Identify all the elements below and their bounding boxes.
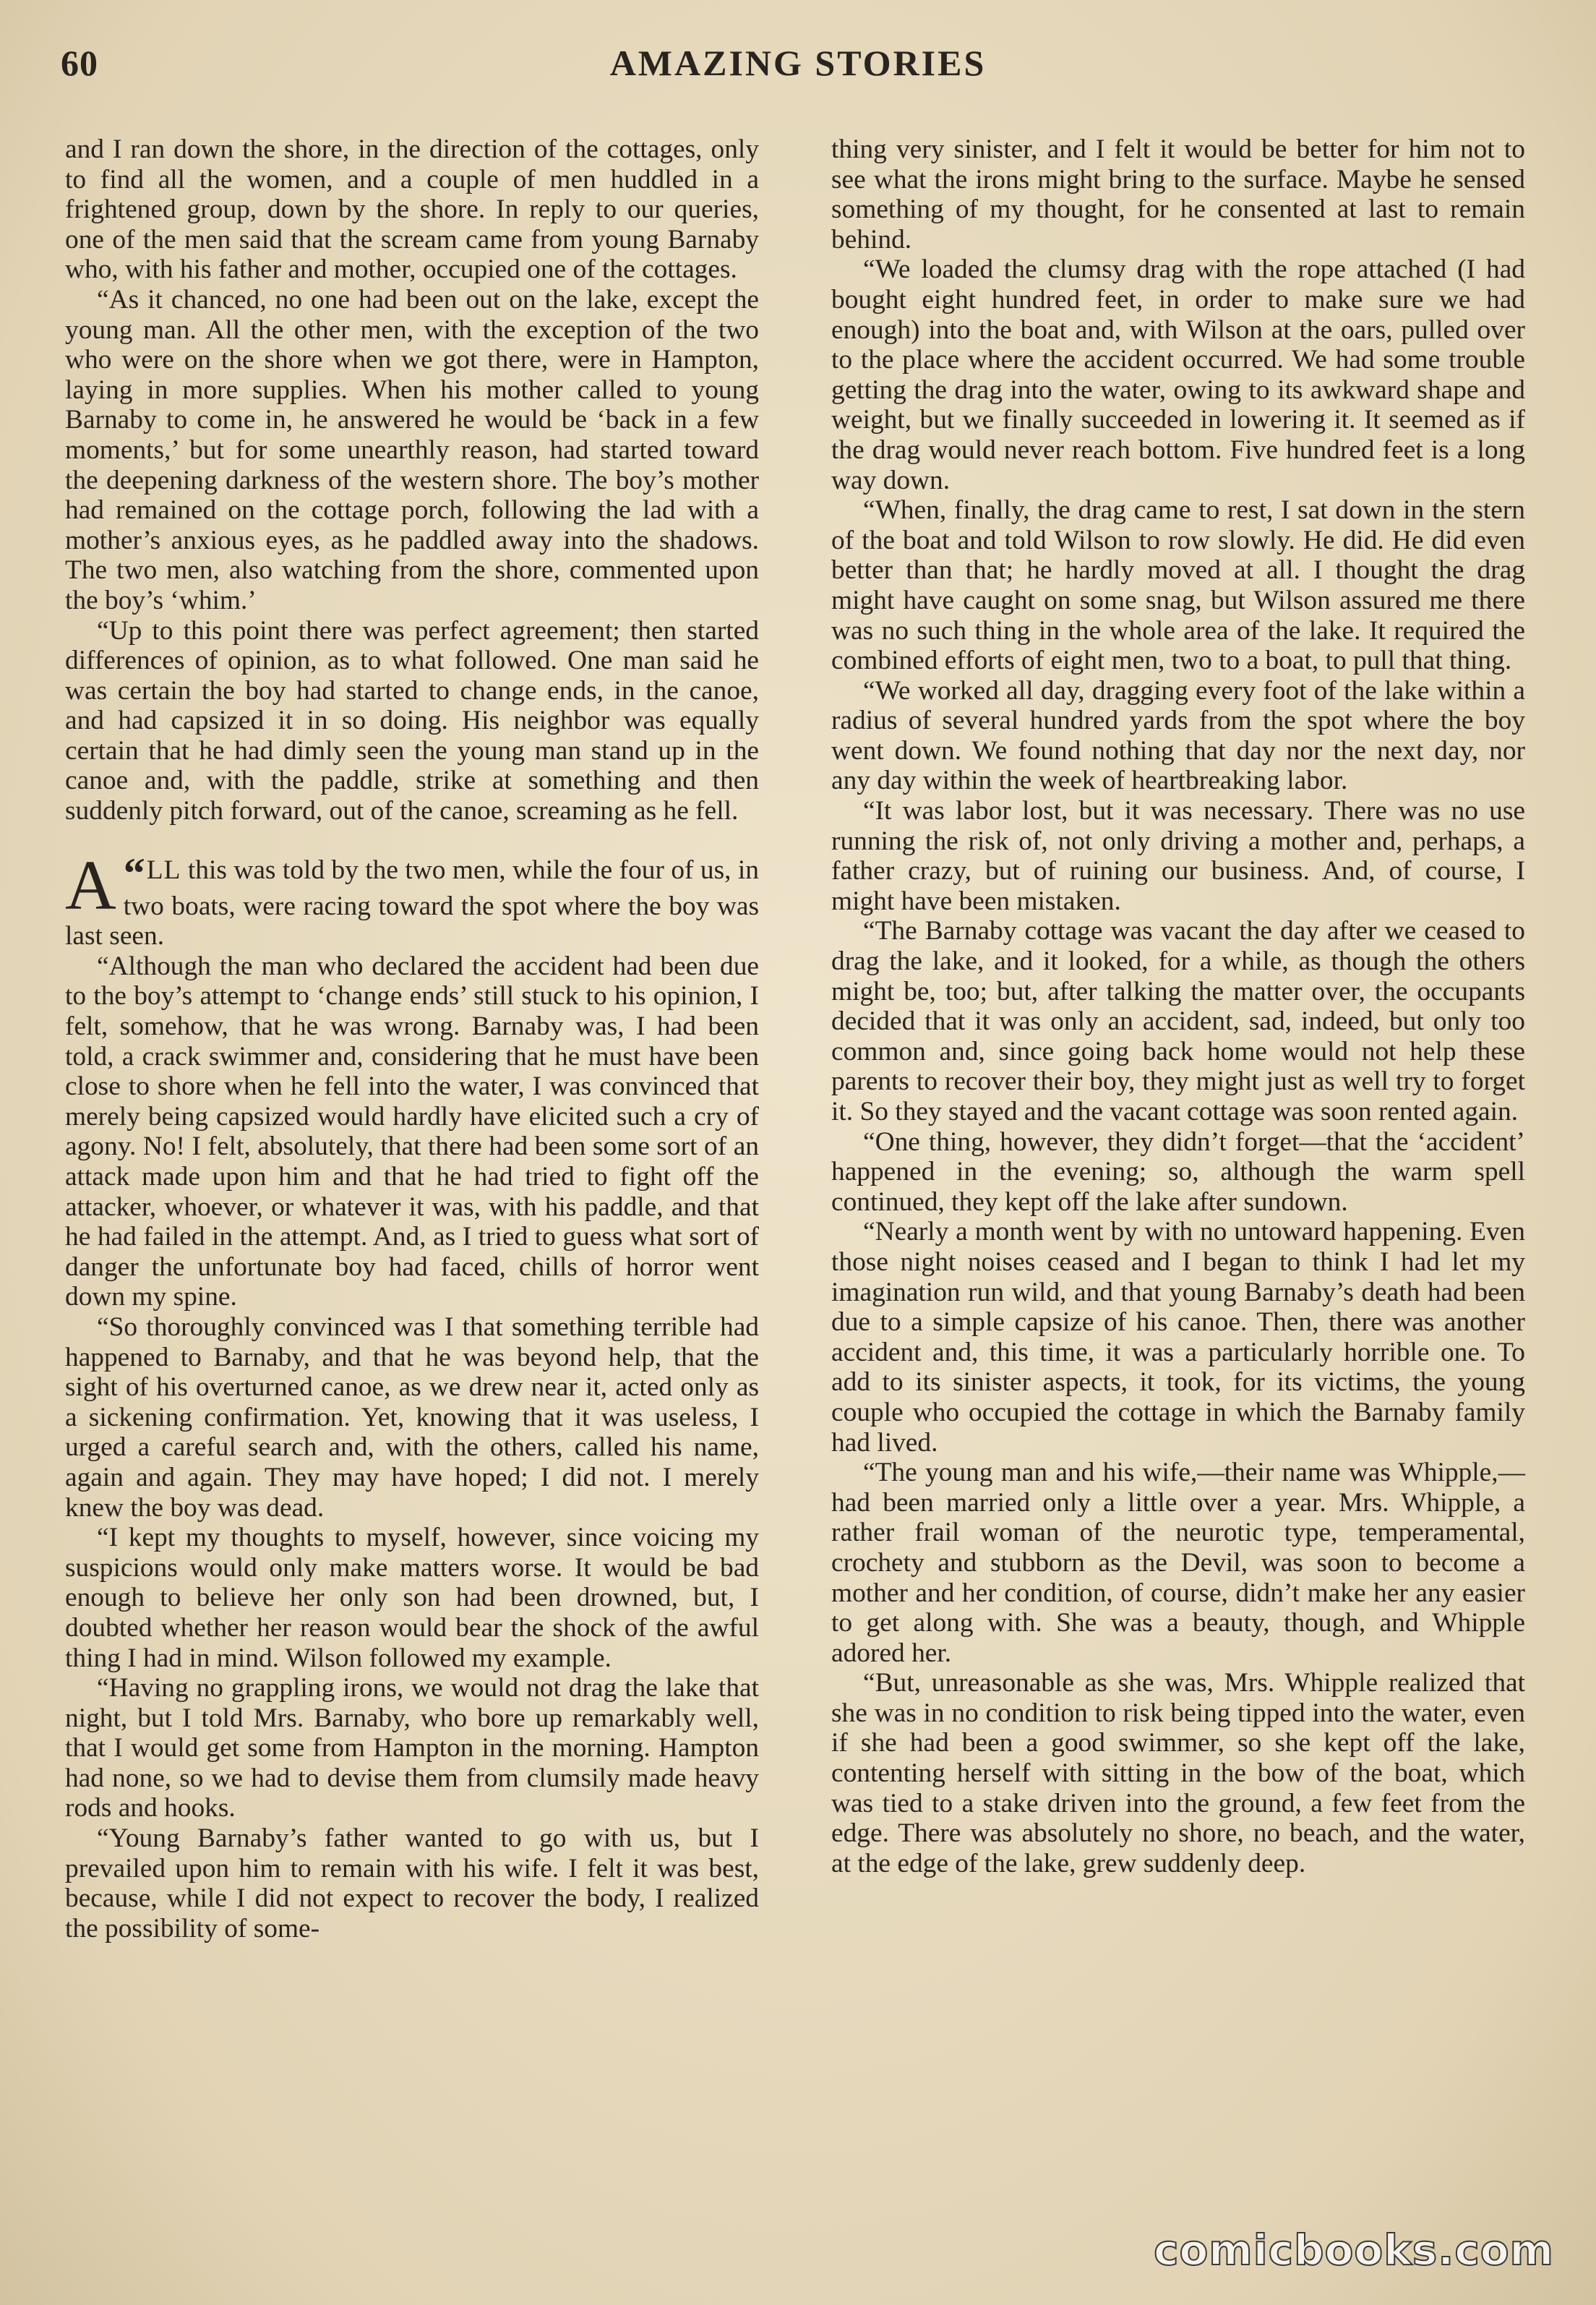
paragraph: “We worked all day, dragging every foot of the lake within a radius of several hundred yards from the spot where the boy went down. We found nothing that day nor the next day, nor any day within the week of heartbreaking labor. bbox=[831, 675, 1525, 796]
paragraph: “Having no grappling irons, we would not drag the lake that night, but I told Mrs. Barnaby, who bore up remarkably well, that I would get some from Hampton in the morning. Hampton had none, so we had to devise them from clumsily made heavy rods and hooks. bbox=[65, 1673, 759, 1823]
page-header bbox=[61, 42, 1535, 93]
paragraph: “I kept my thoughts to myself, however, since voicing my suspicions would only make matters worse. It would be bad enough to believe her only son had been drowned, but, I doubted whether her reason would bear the shock of the awful thing I had in mind. Wilson followed my example. bbox=[65, 1523, 759, 1673]
paragraph: “Young Barnaby’s father wanted to go with us, but I prevailed upon him to remain with his wife. I felt it was best, because, while I did not expect to recover the body, I realized the possibility of some- bbox=[65, 1823, 759, 1943]
section-opening-paragraph bbox=[65, 846, 759, 951]
paragraph: “So thoroughly convinced was I that something terrible had happened to Barnaby, and that he was beyond help, that the sight of his overturned canoe, as we drew near it, acted only as a sickening confirmation. Yet, knowing that it was useless, I urged a careful search and, with the others, called his name, again and again. They may have hoped; I did not. I merely knew the boy was dead. bbox=[65, 1312, 759, 1523]
paragraph: “It was labor lost, but it was necessary. There was no use running the risk of, not only driving a mother and, perhaps, a father crazy, but of ruining our business. And, of course, I might have been mistaken. bbox=[831, 796, 1525, 916]
paragraph: “But, unreasonable as she was, Mrs. Whipple realized that she was in no condition to risk being tipped into the water, even if she had been a good swimmer, so she kept off the lake, contenting herself with sitting in the bow of the boat, which was tied to a stake driven into the ground, a few feet from the edge. There was absolutely no shore, no beach, and the water, at the edge of the lake, grew suddenly deep. bbox=[831, 1668, 1525, 1878]
paragraph-text: this was told by the two men, while the four of us, in two boats, were racing toward the spot where the boy was last seen. bbox=[65, 855, 759, 951]
drop-cap: A bbox=[65, 846, 116, 925]
paragraph: “One thing, however, they didn’t forget—that the ‘accident’ happened in the evening; so, although the warm spell continued, they kept off the lake after sundown. bbox=[831, 1126, 1525, 1217]
paragraph: “When, finally, the drag came to rest, I sat down in the stern of the boat and told Wilson to row slowly. He did. He did even better than that; he hardly moved at all. I thought the drag might have caught on some snag, but Wilson assured me there was no such thing in the whole area of the lake. It required the combined efforts of eight men, two to a boat, to pull that thing. bbox=[831, 495, 1525, 676]
paragraph: “As it chanced, no one had been out on the lake, except the young man. All the other men, with the exception of the two who were on the shore when we got there, were in Hampton, laying in more supplies. When his mother called to young Barnaby to come in, he answered he would be ‘back in a few moments,’ but for some unearthly reason, had started toward the deepening darkness of the western shore. The boy’s mother had remained on the cottage porch, following the lad with a mother’s anxious eyes, as he paddled away into the shadows. The two men, also watching from the shore, commented upon the boy’s ‘whim.’ bbox=[65, 284, 759, 615]
paragraph: “The young man and his wife,—their name was Whipple,—had been married only a little over a year. Mrs. Whipple, a rather frail woman of the neurotic type, temperamental, crochety and stubborn as the Devil, was soon to become a mother and her condition, of course, didn’t make her any easier to get along with. She was a beauty, though, and Whipple adored her. bbox=[831, 1458, 1525, 1668]
paragraph: and I ran down the shore, in the direction of the cottages, only to find all the women, and a couple of men huddled in a frightened group, down by the shore. In reply to our queries, one of the men said that the scream came from young Barnaby who, with his father and mother, occupied one of the cottages. bbox=[65, 134, 759, 285]
paragraph: “We loaded the clumsy drag with the rope attached (I had bought eight hundred feet, in order to make sure we had enough) into the boat and, with Wilson at the oars, pulled over to the place where the accident occurred. We had some trouble getting the drag into the water, owing to its awkward shape and weight, but we finally succeeded in lowering it. It seemed as if the drag would never reach bottom. Five hundred feet is a long way down. bbox=[831, 255, 1525, 495]
opening-quote: “ bbox=[123, 849, 145, 897]
paragraph: “Nearly a month went by with no untoward happening. Even those night noises ceased and I began to think I had let my imagination run wild, and that young Barnaby’s death had been due to a simple capsize of his canoe. Then, there was another accident and, this time, it was a particularly horrible one. To add to its sinister aspects, it took, for its victims, the young couple who occupied the cottage in which the Barnaby family had lived. bbox=[831, 1217, 1525, 1458]
paragraph: “The Barnaby cottage was vacant the day after we ceased to drag the lake, and it looked, for a while, as though the others might be, too; but, after talking the matter over, the occupants decided that it was only an accident, sad, indeed, but only too common and, since going back home would not help these parents to recover their boy, they might just as well try to forget it. So they stayed and the vacant cottage was soon rented again. bbox=[831, 916, 1525, 1126]
paragraph: thing very sinister, and I felt it would be better for him not to see what the irons might bring to the surface. Maybe he sensed something of my thought, for he consented at last to remain behind. bbox=[831, 134, 1525, 255]
right-column bbox=[831, 134, 1525, 1878]
lead-caps: LL bbox=[146, 855, 181, 885]
page-number: 60 bbox=[61, 43, 98, 83]
paragraph: “Although the man who declared the accident had been due to the boy’s attempt to ‘change ends’ still stuck to his opinion, I felt, somehow, that he was wrong. Barnaby was, I had been told, a crack swimmer and, considering that he must have been close to shore when he fell into the water, I was convinced that merely being capsized would hardly have elicited such a cry of agony. No! I felt, absolutely, that there had been some sort of an attack made upon him and that he had tried to fight off the attacker, whoever, or whatever it was, with his paddle, and that he had failed in the attempt. And, as I tried to guess what sort of danger the unfortunate boy had faced, chills of horror went down my spine. bbox=[65, 951, 759, 1312]
left-column bbox=[65, 134, 759, 1943]
site-watermark: comicbooks.com bbox=[1154, 2225, 1554, 2275]
paragraph: “Up to this point there was perfect agreement; then started differences of opinion, as to what followed. One man said he was certain the boy had started to change ends, in the canoe, and had capsized it in so doing. His neighbor was equally certain that he had dimly seen the young man stand up in the canoe and, with the paddle, strike at something and then suddenly pitch forward, out of the canoe, screaming as he fell. bbox=[65, 615, 759, 826]
magazine-title: AMAZING STORIES bbox=[609, 43, 987, 83]
